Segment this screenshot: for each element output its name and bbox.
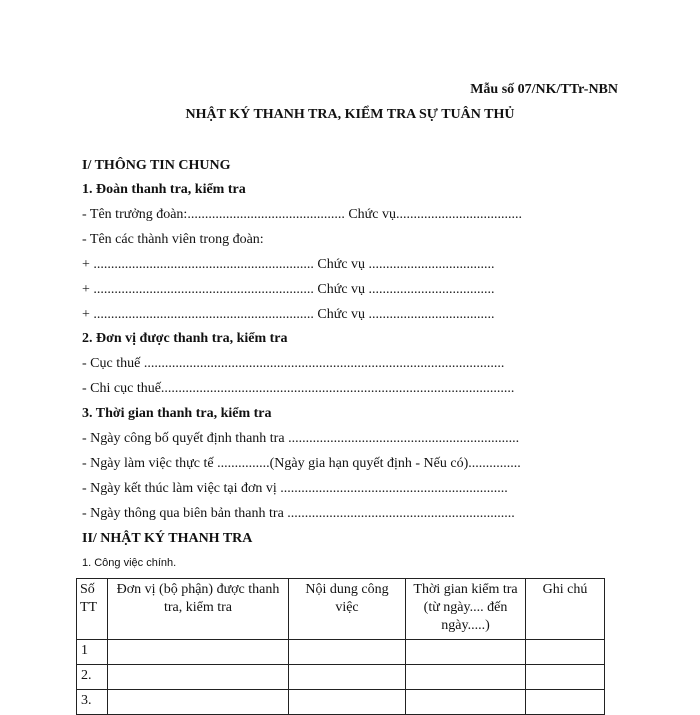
- team-leader-line: - Tên trưởng đoàn:............................................. Chức vụ....................................: [82, 207, 522, 222]
- note-cell: [526, 640, 605, 665]
- col-header-number: Số TT: [77, 579, 108, 640]
- unit-cell: [108, 640, 289, 665]
- row-number-cell: 2.: [77, 665, 108, 690]
- time-cell: [406, 665, 526, 690]
- team-members-label: - Tên các thành viên trong đoàn:: [82, 232, 264, 247]
- inspected-unit-heading: 2. Đơn vị được thanh tra, kiểm tra: [82, 331, 288, 346]
- content-cell: [289, 665, 406, 690]
- inspection-time-heading: 3. Thời gian thanh tra, kiểm tra: [82, 406, 272, 421]
- unit-cell: [108, 690, 289, 715]
- inspection-team-heading: 1. Đoàn thanh tra, kiểm tra: [82, 182, 246, 197]
- team-member-line: + ............................................................... Chức vụ ....................................: [82, 257, 495, 272]
- main-work-subheading: 1. Công việc chính.: [82, 557, 177, 569]
- decision-date-line: - Ngày công bố quyết định thanh tra ..................................................................: [82, 431, 520, 446]
- col-header-unit: Đơn vị (bộ phận) được thanh tra, kiểm tra: [108, 579, 289, 640]
- team-member-line: + ............................................................... Chức vụ ....................................: [82, 282, 495, 297]
- work-log-table: [76, 578, 605, 715]
- form-code: Mẫu số 07/NK/TTr-NBN: [470, 82, 618, 97]
- time-cell: [406, 690, 526, 715]
- col-header-content: Nội dung công việc: [289, 579, 406, 640]
- row-number-cell: 3.: [77, 690, 108, 715]
- document-title: NHẬT KÝ THANH TRA, KIỂM TRA SỰ TUÂN THỦ: [185, 107, 515, 122]
- tax-branch-line: - Chi cục thuế.....................................................................................................: [82, 381, 515, 396]
- note-cell: [526, 665, 605, 690]
- section-1-heading: I/ THÔNG TIN CHUNG: [82, 158, 231, 173]
- table-row: [77, 640, 605, 665]
- table-row: [77, 665, 605, 690]
- table-row: [77, 690, 605, 715]
- note-cell: [526, 690, 605, 715]
- content-cell: [289, 690, 406, 715]
- table-header-row: [77, 579, 605, 640]
- section-2-heading: II/ NHẬT KÝ THANH TRA: [82, 531, 253, 546]
- unit-cell: [108, 665, 289, 690]
- col-header-time: Thời gian kiểm tra (từ ngày.... đến ngày.....): [406, 579, 526, 640]
- end-work-date-line: - Ngày kết thúc làm việc tại đơn vị .................................................................: [82, 481, 508, 496]
- team-member-line: + ............................................................... Chức vụ ....................................: [82, 307, 495, 322]
- time-cell: [406, 640, 526, 665]
- actual-work-date-line: - Ngày làm việc thực tế ...............(Ngày gia hạn quyết định - Nếu có)...............: [82, 456, 521, 471]
- content-cell: [289, 640, 406, 665]
- tax-department-line: - Cục thuế .......................................................................................................: [82, 356, 505, 371]
- col-header-note: Ghi chú: [526, 579, 605, 640]
- minutes-approval-date-line: - Ngày thông qua biên bản thanh tra .................................................................: [82, 506, 515, 521]
- row-number-cell: 1: [77, 640, 108, 665]
